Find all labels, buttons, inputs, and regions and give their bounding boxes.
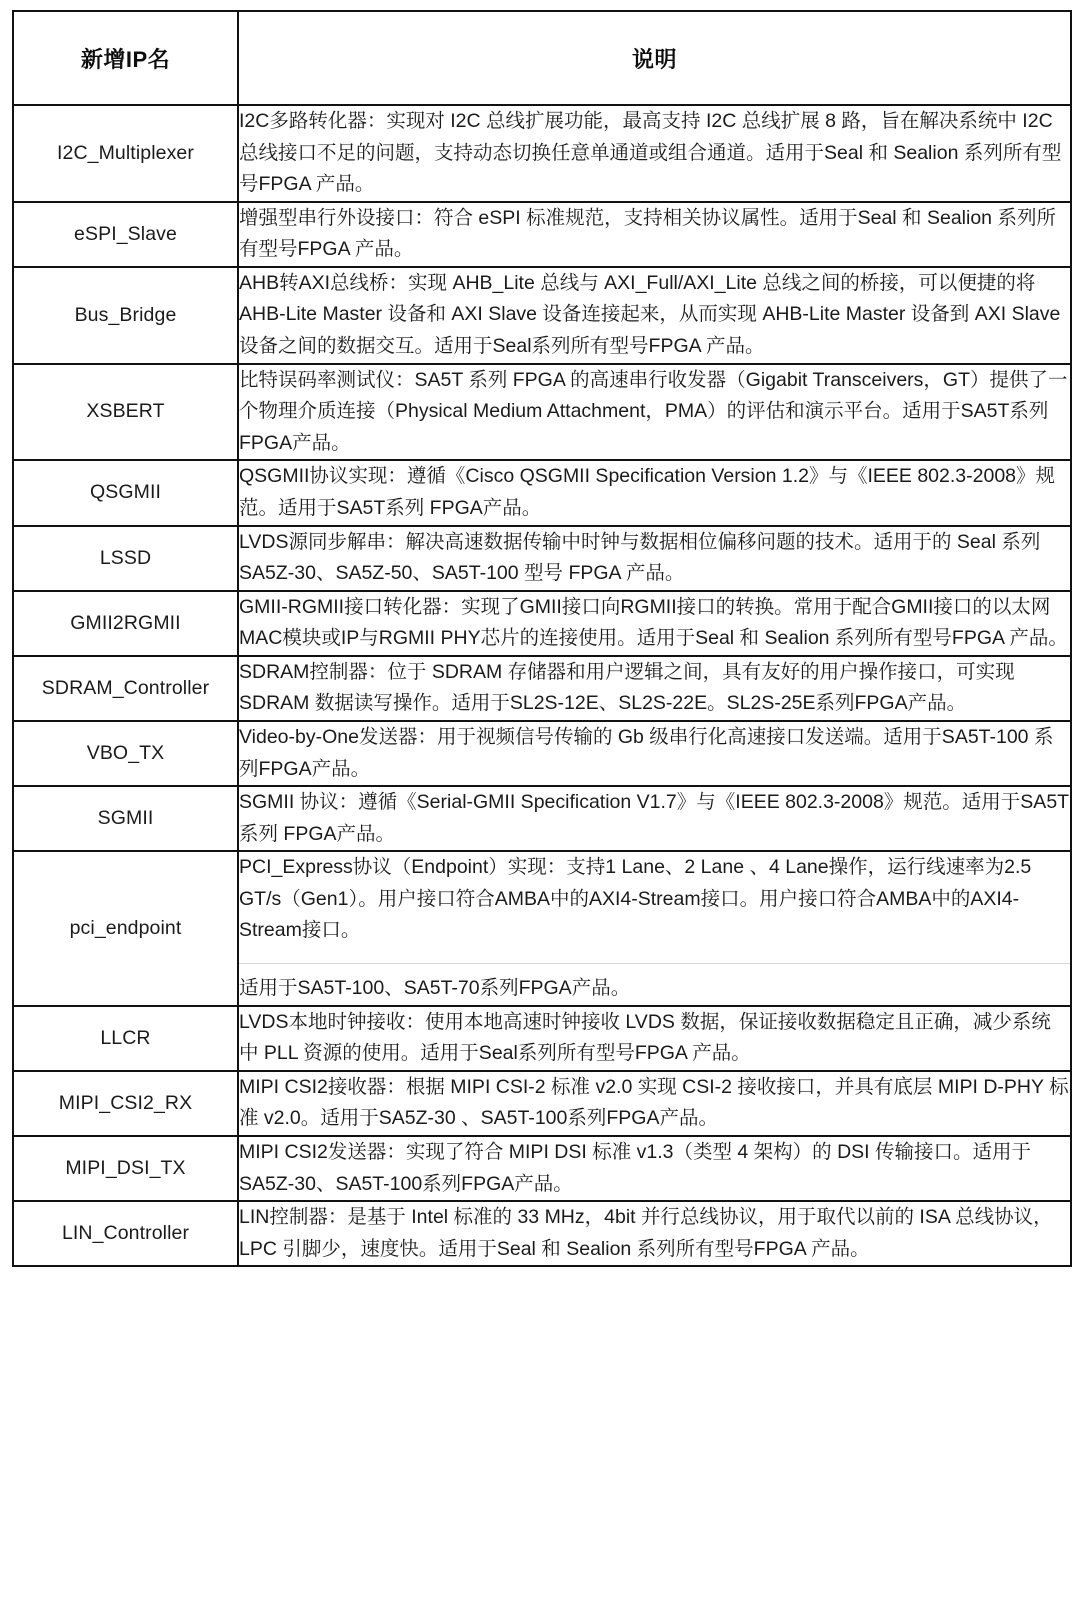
ip-description-cell <box>238 591 1071 656</box>
ip-name-cell: MIPI_DSI_TX <box>13 1136 238 1201</box>
table-row <box>13 267 1071 364</box>
table-header-row <box>13 11 1071 105</box>
ip-description-paragraph: 适用于SA5T-100、SA5T-70系列FPGA产品。 <box>239 963 1070 1005</box>
ip-description-paragraph: GMII-RGMII接口转化器：实现了GMII接口向RGMII接口的转换。常用于配合GMII接口的以太网MAC模块或IP与RGMII PHY芯片的连接使用。适用于Seal 和 Sealion 系列所有型号FPGA 产品。 <box>239 595 1068 650</box>
table-row <box>13 721 1071 786</box>
ip-name-cell: XSBERT <box>13 364 238 461</box>
table-row <box>13 1006 1071 1071</box>
table-row <box>13 786 1071 851</box>
ip-description-cell <box>238 267 1071 364</box>
ip-description-paragraph: AHB转AXI总线桥：实现 AHB_Lite 总线与 AXI_Full/AXI_Lite 总线之间的桥接，可以便捷的将AHB-Lite Master 设备和 AXI Slave 设备连接起来，从而实现 AHB-Lite Master 设备到 AXI Slave 设备之间的数据交互。适用于Seal系列所有型号FPGA 产品。 <box>239 271 1061 358</box>
ip-name-cell: LSSD <box>13 526 238 591</box>
ip-description-cell <box>238 460 1071 525</box>
ip-description-paragraph: SGMII 协议：遵循《Serial-GMII Specification V1.7》与《IEEE 802.3-2008》规范。适用于SA5T系列 FPGA产品。 <box>239 791 1070 845</box>
ip-name-cell: GMII2RGMII <box>13 591 238 656</box>
ip-name-cell: pci_endpoint <box>13 851 238 1005</box>
ip-description-cell <box>238 656 1071 721</box>
table-row <box>13 460 1071 525</box>
table-row <box>13 851 1071 1005</box>
ip-description-paragraph: LVDS源同步解串：解决高速数据传输中时钟与数据相位偏移问题的技术。适用于的 Seal 系列SA5Z-30、SA5Z-50、SA5T-100 型号 FPGA 产品。 <box>239 530 1041 585</box>
ip-description-paragraph: 增强型串行外设接口：符合 eSPI 标准规范，支持相关协议属性。适用于Seal 和 Sealion 系列所有型号FPGA 产品。 <box>239 206 1056 261</box>
table-row <box>13 1201 1071 1266</box>
ip-description-cell <box>238 526 1071 591</box>
ip-description-cell <box>238 1136 1071 1201</box>
table-row <box>13 1071 1071 1136</box>
ip-description-paragraph: SDRAM控制器：位于 SDRAM 存储器和用户逻辑之间，具有友好的用户操作接口，可实现SDRAM 数据读写操作。适用于SL2S-12E、SL2S-22E。SL2S-25E系列FPGA产品。 <box>239 660 1015 715</box>
ip-description-cell <box>238 851 1071 1005</box>
table-body <box>13 105 1071 1266</box>
ip-description-paragraph: 比特误码率测试仪：SA5T 系列 FPGA 的高速串行收发器（Gigabit Transceivers，GT）提供了一个物理介质连接（Physical Medium Attachment，PMA）的评估和演示平台。适用于SA5T系列FPGA产品。 <box>239 368 1068 454</box>
ip-description-paragraph: Video-by-One发送器：用于视频信号传输的 Gb 级串行化高速接口发送端。适用于SA5T-100 系列FPGA产品。 <box>239 725 1054 780</box>
ip-name-cell: QSGMII <box>13 460 238 525</box>
ip-description-cell <box>238 1071 1071 1136</box>
ip-description-cell <box>238 105 1071 202</box>
ip-description-cell <box>238 786 1071 851</box>
table-row <box>13 105 1071 202</box>
ip-description-paragraph: QSGMII协议实现：遵循《Cisco QSGMII Specification Version 1.2》与《IEEE 802.3-2008》规范。适用于SA5T系列 FPGA产品。 <box>239 465 1056 519</box>
ip-description-cell <box>238 364 1071 461</box>
ip-description-cell <box>238 202 1071 267</box>
table-row <box>13 1136 1071 1201</box>
ip-description-cell <box>238 1201 1071 1266</box>
column-header-description: 说明 <box>238 11 1071 105</box>
table-row <box>13 364 1071 461</box>
ip-list-table <box>12 10 1072 1267</box>
table-row <box>13 526 1071 591</box>
ip-name-cell: eSPI_Slave <box>13 202 238 267</box>
ip-name-cell: Bus_Bridge <box>13 267 238 364</box>
ip-name-cell: LIN_Controller <box>13 1201 238 1266</box>
ip-description-paragraph: LVDS本地时钟接收：使用本地高速时钟接收 LVDS 数据，保证接收数据稳定且正确，减少系统中 PLL 资源的使用。适用于Seal系列所有型号FPGA 产品。 <box>239 1010 1051 1065</box>
ip-description-cell <box>238 721 1071 786</box>
ip-name-cell: MIPI_CSI2_RX <box>13 1071 238 1136</box>
ip-description-cell <box>238 1006 1071 1071</box>
ip-description-paragraph: I2C多路转化器：实现对 I2C 总线扩展功能，最高支持 I2C 总线扩展 8 路，旨在解决系统中 I2C 总线接口不足的问题，支持动态切换任意单通道或组合通道。适用于Seal 和 Sealion 系列所有型号FPGA 产品。 <box>239 110 1062 196</box>
table-row <box>13 591 1071 656</box>
ip-description-paragraph: LIN控制器：是基于 Intel 标准的 33 MHz，4bit 并行总线协议，用于取代以前的 ISA 总线协议，LPC 引脚少，速度快。适用于Seal 和 Sealion 系列所有型号FPGA 产品。 <box>239 1206 1053 1260</box>
ip-description-paragraph: MIPI CSI2接收器：根据 MIPI CSI-2 标准 v2.0 实现 CSI-2 接收接口，并具有底层 MIPI D-PHY 标准 v2.0。适用于SA5Z-30 、SA5T-100系列FPGA产品。 <box>239 1075 1069 1130</box>
ip-description-paragraph: PCI_Express协议（Endpoint）实现：支持1 Lane、2 Lane 、4 Lane操作，运行线速率为2.5 GT/s（Gen1）。用户接口符合AMBA中的AXI4-Stream接口。用户接口符合AMBA中的AXI4-Stream接口。 <box>239 856 1032 942</box>
ip-name-cell: LLCR <box>13 1006 238 1071</box>
ip-name-cell: VBO_TX <box>13 721 238 786</box>
table-header <box>13 11 1071 105</box>
ip-name-cell: SDRAM_Controller <box>13 656 238 721</box>
column-header-ip-name: 新增IP名 <box>13 11 238 105</box>
table-row <box>13 656 1071 721</box>
table-row <box>13 202 1071 267</box>
ip-name-cell: SGMII <box>13 786 238 851</box>
ip-name-cell: I2C_Multiplexer <box>13 105 238 202</box>
ip-description-paragraph: MIPI CSI2发送器：实现了符合 MIPI DSI 标准 v1.3（类型 4 架构）的 DSI 传输接口。适用于SA5Z-30、SA5T-100系列FPGA产品。 <box>239 1140 1031 1195</box>
